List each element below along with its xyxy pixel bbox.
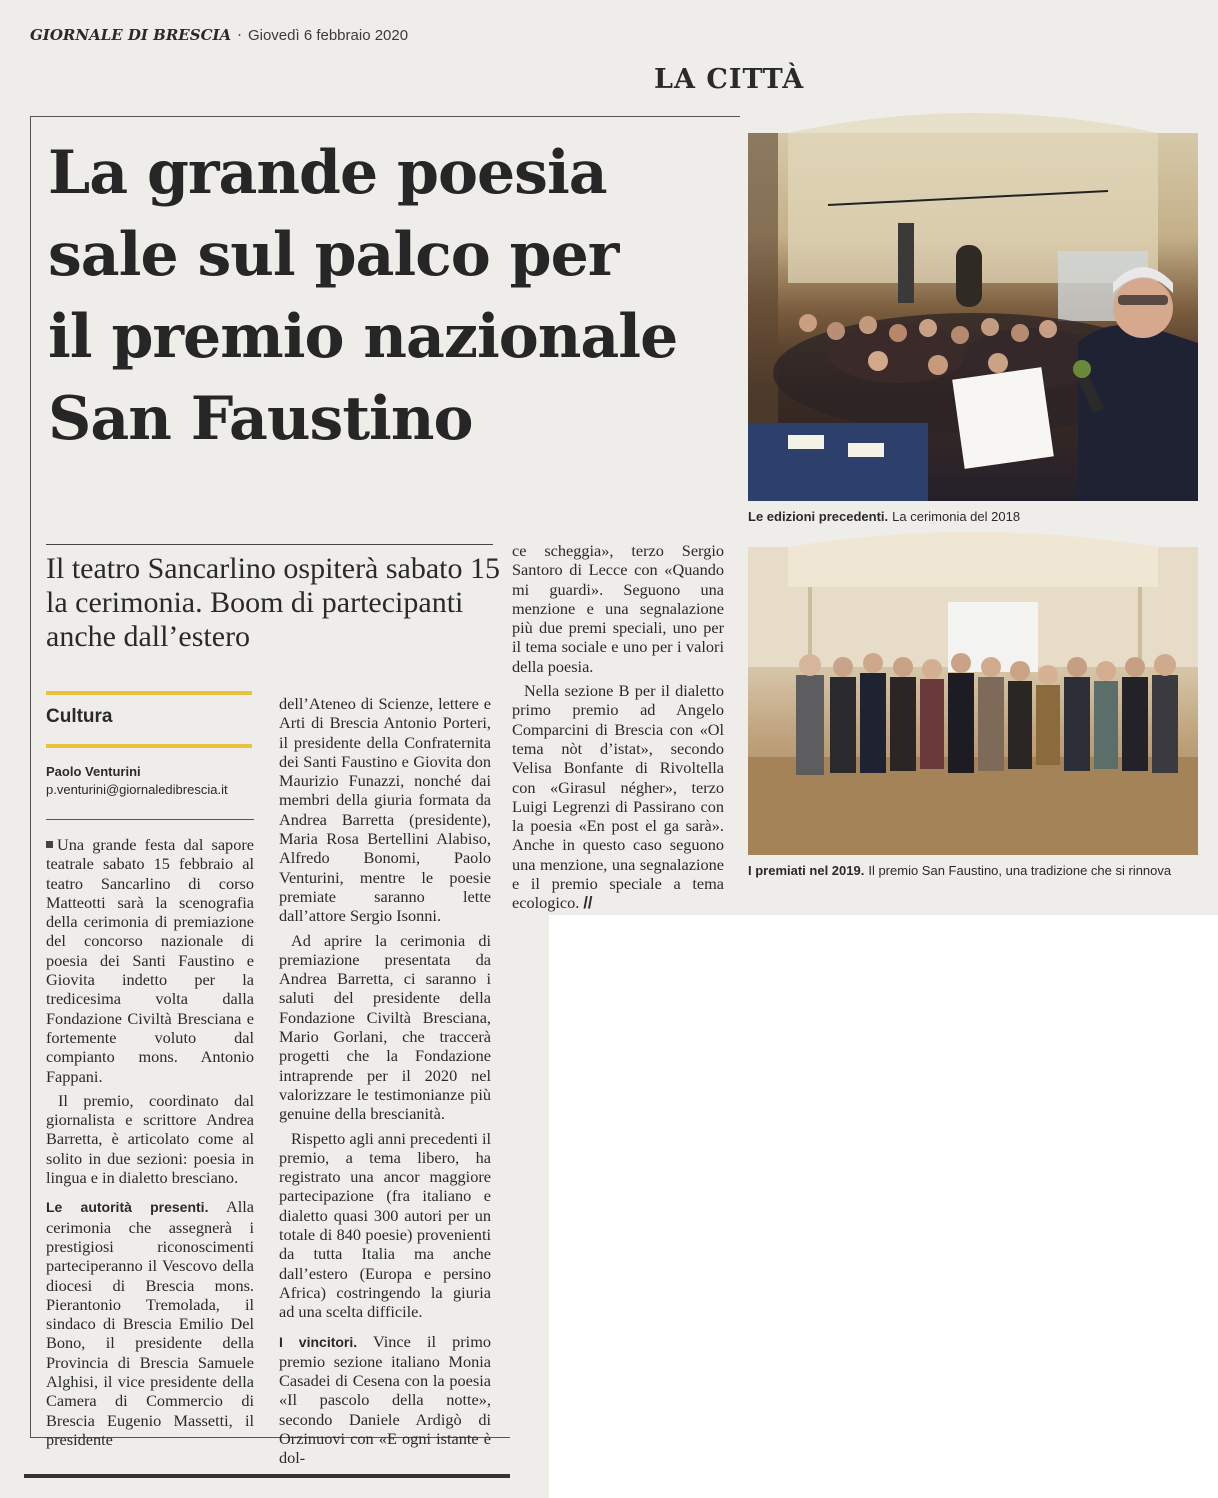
- headline-line: sale sul palco per: [48, 220, 619, 290]
- paragraph: [279, 1332, 491, 1468]
- paragraph: ce scheggia», terzo Sergio Santoro di Lecce con «Quando mi guardi». Seguono una menzione e una segnalazione più due premi speciali, uno per il tema sociale e uno per i valori della poesia.: [512, 541, 724, 676]
- paragraph-text: Vince il primo premio sezione italiano Monia Casadei di Cesena con la poesia «Il pascolo della notte», secondo Daniele Ardigò di Orzinuovi con «E ogni istante è dol-: [279, 1331, 491, 1468]
- lead-square-icon: [46, 841, 53, 848]
- category-rule-bottom: [46, 744, 252, 748]
- end-mark: //: [583, 894, 593, 913]
- photo-caption: [748, 509, 1020, 524]
- paragraph-text: Nella sezione B per il dialetto primo premio ad Angelo Comparcini di Brescia con «Ol tema nòt d’istat», secondo Velisa Bonfante di Rivoltella con «Girasul négher», terzo Luigi Legrenzi di Passirano con la poesia «En post el ga sarà». Anche in questo caso seguono una menzione, una segnalazione e il premio speciale a tema ecologico.: [512, 681, 724, 913]
- subtitle-rule: [46, 544, 493, 545]
- author-name: Paolo Venturini: [46, 764, 141, 779]
- caption-text: Il premio San Faustino, una tradizione che si rinnova: [868, 863, 1172, 878]
- paragraph: Il premio, coordinato dal giornalista e scrittore Andrea Barretta, è articolato come al solito in due sezioni: poesia in lingua e in dialetto bresciano.: [46, 1090, 254, 1188]
- article-column-3: [512, 541, 724, 913]
- caption-text: La cerimonia del 2018: [892, 509, 1021, 524]
- paragraph: [46, 1197, 254, 1449]
- newspaper-name: GIORNALE DI BRESCIA: [30, 26, 232, 44]
- paragraph-text: Alla cerimonia che assegnerà i prestigiosi riconoscimenti parteciperanno il Vescovo della diocesi di Brescia mons. Pierantonio Tremolada, il sindaco di Brescia Emilio Del Bono, il presidente della Provincia di Brescia Samuele Alghisi, il vice presidente della Camera di Commercio di Brescia Eugenio Massetti, il presidente: [46, 1197, 254, 1449]
- article-subtitle: Il teatro Sancarlino ospiterà sabato 15 la cerimonia. Boom di partecipanti anche dall’estero: [46, 552, 501, 653]
- lead-rule: [46, 819, 254, 820]
- headline-line: il premio nazionale: [48, 302, 678, 372]
- ceremony-hall-photo-image: [748, 133, 1198, 501]
- article-frame-top: [30, 116, 740, 117]
- photo-caption: [748, 863, 1171, 878]
- paragraph: [46, 835, 254, 1086]
- article-column-2: [279, 694, 491, 1468]
- paragraph: dell’Ateneo di Scienze, lettere e Arti di Brescia Antonio Porteri, il presidente della Confraternita dei Santi Faustino e Giovita don Maurizio Funazzi, nonché dai membri della giuria formata da Andrea Barretta (presidente), Maria Rosa Bertellini Alabiso, Alfredo Bonomi, Paolo Venturini, mentre le poesie premiate saranno lette dall’attore Sergio Isonni.: [279, 694, 491, 926]
- section-title: LA CITTÀ: [654, 64, 805, 95]
- group-photo-image: [748, 547, 1198, 855]
- category-label: Cultura: [46, 706, 113, 727]
- issue-date: Giovedì 6 febbraio 2020: [247, 27, 409, 44]
- article-frame-left: [30, 116, 31, 1437]
- headline-line: San Faustino: [48, 384, 473, 454]
- author-email: p.venturini@giornaledibrescia.it: [46, 782, 228, 797]
- caption-bold: I premiati nel 2019.: [748, 863, 865, 878]
- caption-bold: Le edizioni precedenti.: [748, 509, 889, 524]
- paragraph-text: Una grande festa dal sapore teatrale sabato 15 febbraio al teatro Sancarlino di corso Matteotti sarà la scenografia della cerimonia di premiazione del concorso nazionale di poesia dei Santi Faustino e Giovita indetto per la tredicesima volta dalla Fondazione Civiltà Bresciana e fortemente voluto dal compianto mons. Antonio Fappani.: [46, 835, 254, 1086]
- masthead-separator: ·: [237, 26, 242, 44]
- subheading-autorita: Le autorità presenti.: [46, 1199, 209, 1216]
- article-column-1: [46, 835, 254, 1449]
- paragraph: [512, 681, 724, 914]
- footer-rule: [24, 1474, 510, 1478]
- article-headline: [48, 132, 728, 460]
- category-rule-top: [46, 691, 252, 695]
- subheading-vincitori: I vincitori.: [279, 1333, 358, 1350]
- paragraph: Ad aprire la cerimonia di premiazione presentata da Andrea Barretta, ci saranno i saluti del presidente della Fondazione Civiltà Bresciana, Mario Gorlani, che traccerà progetti che la Fondazione intraprende per il 2020 nel valorizzare le testimonianze più genuine della brescianità.: [279, 930, 491, 1124]
- headline-line: La grande poesia: [48, 138, 607, 208]
- paragraph: Rispetto agli anni precedenti il premio, a tema libero, ha registrato una ancor maggiore partecipazione (fra italiano e dialetto quasi 300 autori per un totale di 840 poesie) provenienti da tutta Italia ma anche dall’estero (Europa e persino Africa) costringendo la giuria ad una scelta difficile.: [279, 1128, 491, 1322]
- photo-ceremony-2018: [748, 133, 1198, 501]
- masthead: [30, 26, 408, 44]
- photo-winners-2019: [748, 547, 1198, 855]
